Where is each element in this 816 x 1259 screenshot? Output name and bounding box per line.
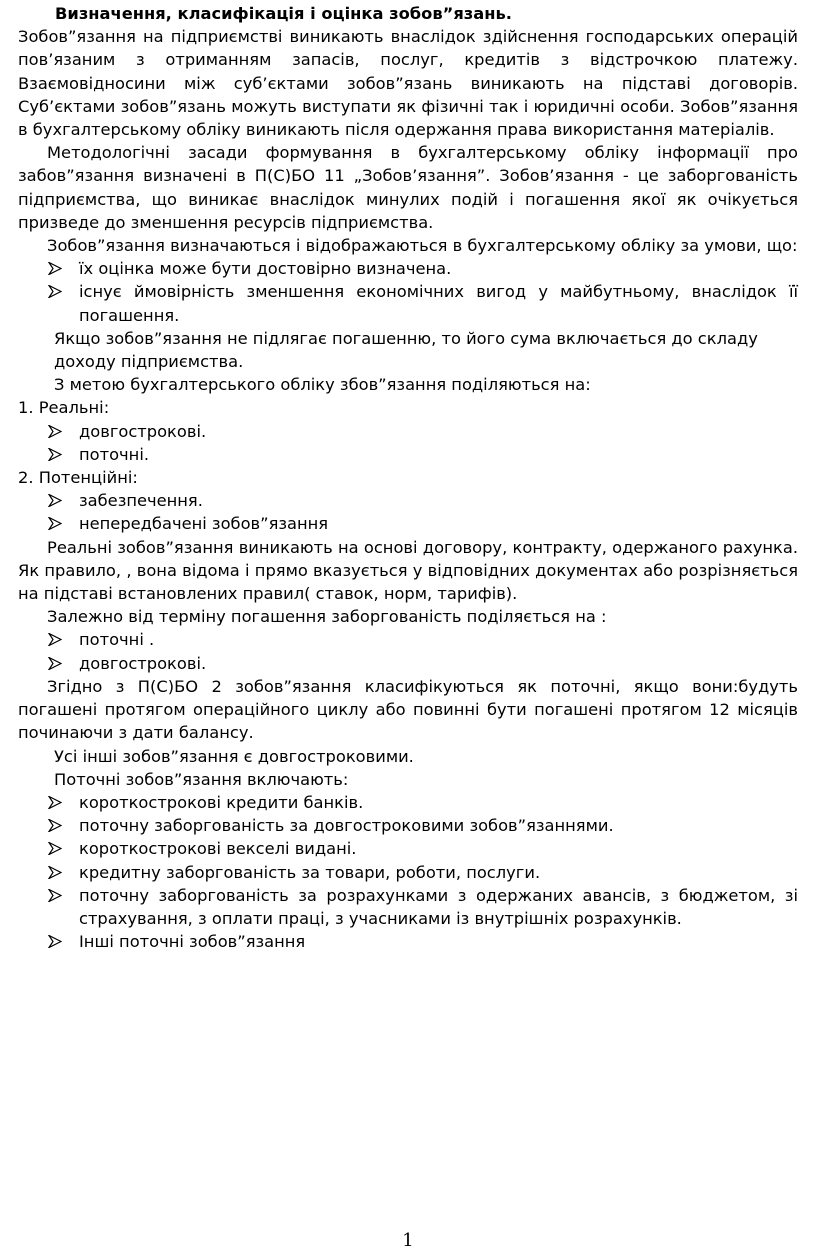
paragraph-others-longterm: Усі інші зобов”язання є довгостроковими.	[54, 746, 414, 766]
arrowhead-bullet-icon	[48, 420, 64, 443]
list-item	[18, 628, 798, 651]
page-number: 1	[402, 1230, 414, 1251]
list-item-text: поточну заборгованість за розрахунками з одержаних авансів, з бюджетом, зі страхування, з оплати праці, з учасниками із внутрішніх розрахунків.	[79, 885, 798, 928]
arrowhead-bullet-icon	[48, 257, 64, 280]
arrowhead-bullet-icon	[48, 837, 64, 860]
list-item	[18, 884, 798, 930]
list-item-text: поточні.	[79, 444, 150, 464]
paragraph-current-include: Поточні зобов”язання включають:	[54, 769, 349, 789]
list-item	[18, 512, 798, 535]
paragraph-psbo2: Згідно з П(С)БО 2 зобов”язання класифікуються як поточні, якщо вони:будуть погашені протягом операційного циклу або повинні бути погашені протягом 12 місяців починаючи з дати балансу.	[18, 676, 798, 743]
list-item	[18, 489, 798, 512]
arrowhead-bullet-icon	[48, 814, 64, 837]
list-item-text: довгострокові.	[79, 653, 207, 673]
arrowhead-bullet-icon	[48, 489, 64, 512]
list-item	[18, 420, 798, 443]
list-item	[18, 443, 798, 466]
list-item-text: поточні .	[79, 630, 155, 650]
list-item	[18, 791, 798, 814]
arrowhead-bullet-icon	[48, 443, 64, 466]
condition-text: їх оцінка може бути достовірно визначена.	[79, 259, 452, 279]
section-heading: Визначення, класифікація і оцінка зобов”язань.	[55, 4, 512, 23]
list-item-text: забезпечення.	[79, 491, 203, 511]
arrowhead-bullet-icon	[48, 930, 64, 953]
list-item-text: кредитну заборгованість за товари, роботи, послуги.	[79, 862, 541, 882]
paragraph-term: Залежно від терміну погашення заборгованість поділяється на :	[47, 607, 607, 627]
paragraph-recognition: Зобов”язання визначаються і відображаються в бухгалтерському обліку за умови, що:	[47, 236, 798, 256]
list-item-text: непередбачені зобов”язання	[79, 514, 329, 534]
list-item	[18, 257, 798, 280]
list-item-text: довгострокові.	[79, 421, 207, 441]
paragraph-methodology: Методологічні засади формування в бухгалтерському обліку інформації про забов”язання визначені в П(С)БО 11 „Зобов’язання”. Зобов’язання - це заборгованість підприємства, що виникає внаслідок минулих подій і погашення якої як очікується призведе до зменшення ресурсів підприємства.	[18, 143, 798, 232]
paragraph-real-obligations: Реальні зобов”язання виникають на основі договору, контракту, одержаного рахунка. Як правило, , вона відома і прямо вказується у відповідних документах або розрізняється на підставі встановлених правил( ставок, норм, тарифів).	[18, 537, 798, 604]
list-item	[18, 837, 798, 860]
paragraph-definition: Зобов”язання на підприємстві виникають внаслідок здійснення господарських операцій пов’язаним з отриманням запасів, послуг, кредитів з відстрочкою платежу. Взаємовідносини між суб’єктами зобов”язань виникають на підставі договорів. Суб’єктами зобов”язань можуть виступати як фізичні так і юридичні особи. Зобов”язання в бухгалтерському обліку виникають після одержання права використання матеріалів.	[18, 27, 798, 140]
list-item-text: короткострокові кредити банків.	[79, 792, 364, 812]
list-item	[18, 861, 798, 884]
arrowhead-bullet-icon	[48, 652, 64, 675]
arrowhead-bullet-icon	[48, 280, 64, 303]
arrowhead-bullet-icon	[48, 628, 64, 651]
list-item	[18, 814, 798, 837]
arrowhead-bullet-icon	[48, 512, 64, 535]
list-item-text: Інші поточні зобов”язання	[79, 932, 306, 952]
document-page	[18, 0, 798, 953]
arrowhead-bullet-icon	[48, 861, 64, 884]
paragraph-classification: З метою бухгалтерського обліку збов”язання поділяються на:	[54, 375, 591, 395]
arrowhead-bullet-icon	[48, 884, 64, 907]
list-item	[18, 930, 798, 953]
paragraph-not-repaid: Якщо зобов”язання не підлягає погашенню, то його сума включається до складу доходу підприємства.	[54, 328, 758, 372]
group-potential-title: 2. Потенційні:	[18, 468, 138, 488]
list-item	[18, 280, 798, 326]
list-item	[18, 652, 798, 675]
condition-text: існує ймовірність зменшення економічних вигод у майбутньому, внаслідок її погашення.	[79, 282, 798, 325]
list-item-text: поточну заборгованість за довгостроковими зобов”язаннями.	[79, 816, 614, 836]
list-item-text: короткострокові векселі видані.	[79, 839, 357, 859]
arrowhead-bullet-icon	[48, 791, 64, 814]
group-real-title: 1. Реальні:	[18, 398, 110, 418]
